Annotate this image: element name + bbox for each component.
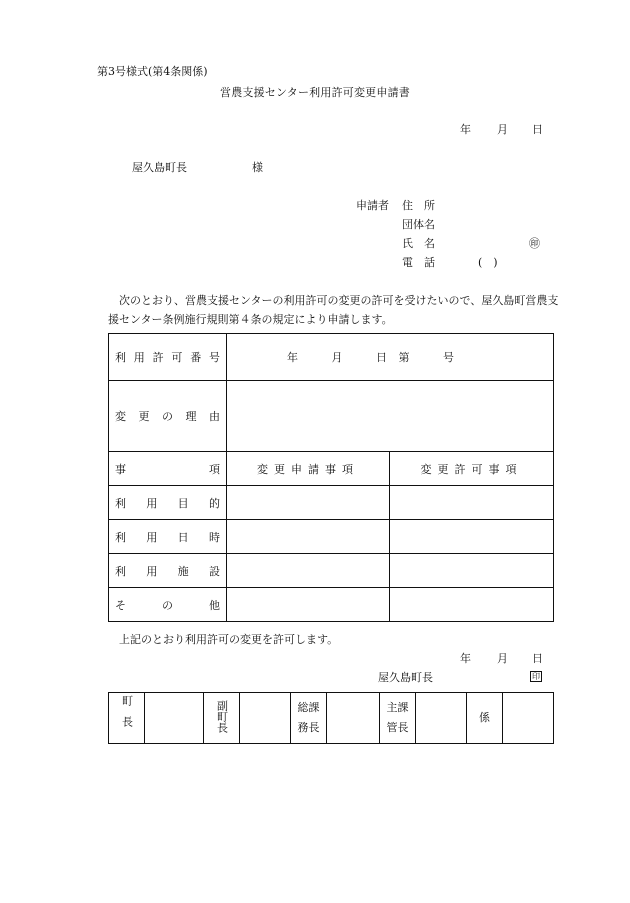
body-paragraph: 次のとおり、営農支援センターの利用許可の変更の許可を受けたいので、屋久島町営農支援センター条例施行規則第４条の規定により申請します。 xyxy=(108,294,559,326)
permit-date-month: 月 xyxy=(497,652,508,665)
chief-stamp-cell[interactable] xyxy=(416,693,467,744)
reason-label: 変更の理由 xyxy=(109,381,227,452)
general-affairs-chief-label xyxy=(291,693,327,744)
town-mayor-label: 町長 xyxy=(109,693,145,744)
application-table xyxy=(108,333,554,622)
form-number: 第3号様式(第4条関係) xyxy=(97,65,208,78)
row-label-facility: 利用施設 xyxy=(109,554,227,588)
permit-go: 号 xyxy=(443,351,454,364)
organization-label: 団体名 xyxy=(402,218,435,231)
date-year: 年 xyxy=(460,123,471,136)
permit-number-label: 利用許可番号 xyxy=(109,334,227,381)
facility-permitted-cell[interactable] xyxy=(390,554,554,588)
name-label: 氏 名 xyxy=(402,237,435,250)
town-mayor-stamp-cell[interactable] xyxy=(145,693,204,744)
table-row xyxy=(109,554,554,588)
reason-cell[interactable] xyxy=(227,381,554,452)
issuer-seal: 印 xyxy=(532,672,540,681)
honorific: 様 xyxy=(252,161,263,174)
permit-number-row xyxy=(109,334,554,381)
approval-table xyxy=(108,692,554,744)
other-permitted-cell[interactable] xyxy=(390,588,554,622)
purpose-permitted-cell[interactable] xyxy=(390,486,554,520)
document-title: 営農支援センター利用許可変更申請書 xyxy=(220,86,410,99)
table-row xyxy=(109,486,554,520)
address-label: 住 所 xyxy=(402,199,435,212)
issuer-name: 屋久島町長 xyxy=(378,671,433,684)
facility-requested-cell[interactable] xyxy=(227,554,390,588)
permit-day: 日 xyxy=(376,351,387,364)
row-label-purpose: 利用目的 xyxy=(109,486,227,520)
general-affairs-stamp-cell[interactable] xyxy=(327,693,380,744)
purpose-requested-cell[interactable] xyxy=(227,486,390,520)
item-header: 事 項 xyxy=(109,452,227,486)
permit-date-year: 年 xyxy=(460,652,471,665)
seal-mark: ㊞ xyxy=(529,237,540,250)
table-row xyxy=(109,520,554,554)
row-label-other: その他 xyxy=(109,588,227,622)
addressee: 屋久島町長 xyxy=(132,161,187,174)
general-affairs-bottom: 務長 xyxy=(297,721,320,734)
table-row xyxy=(109,588,554,622)
datetime-requested-cell[interactable] xyxy=(227,520,390,554)
deputy-mayor-stamp-cell[interactable] xyxy=(240,693,291,744)
date-day: 日 xyxy=(532,123,543,136)
other-requested-cell[interactable] xyxy=(227,588,390,622)
phone-label: 電 話 xyxy=(402,256,435,269)
chief-label xyxy=(380,693,416,744)
date-month: 月 xyxy=(497,123,508,136)
requested-header: 変更申請事項 xyxy=(227,452,390,486)
general-affairs-top: 総課 xyxy=(297,701,320,714)
chief-bottom: 管長 xyxy=(386,721,409,734)
datetime-permitted-cell[interactable] xyxy=(390,520,554,554)
phone-parentheses: ( ) xyxy=(478,256,498,269)
deputy-mayor-label: 副町長 xyxy=(204,693,240,744)
permit-date-day: 日 xyxy=(532,652,543,665)
reason-row xyxy=(109,381,554,452)
staff-stamp-cell[interactable] xyxy=(503,693,554,744)
row-label-datetime: 利用日時 xyxy=(109,520,227,554)
staff-label: 係 xyxy=(467,693,503,744)
permitted-header: 変更許可事項 xyxy=(390,452,554,486)
permit-year: 年 xyxy=(287,351,298,364)
permit-dai: 第 xyxy=(398,351,410,364)
permit-number-cell[interactable] xyxy=(227,334,554,381)
permit-statement: 上記のとおり利用許可の変更を許可します。 xyxy=(119,633,339,646)
chief-top: 主課 xyxy=(386,701,409,714)
applicant-label: 申請者 xyxy=(356,199,389,212)
table-header-row xyxy=(109,452,554,486)
permit-month: 月 xyxy=(331,351,343,364)
